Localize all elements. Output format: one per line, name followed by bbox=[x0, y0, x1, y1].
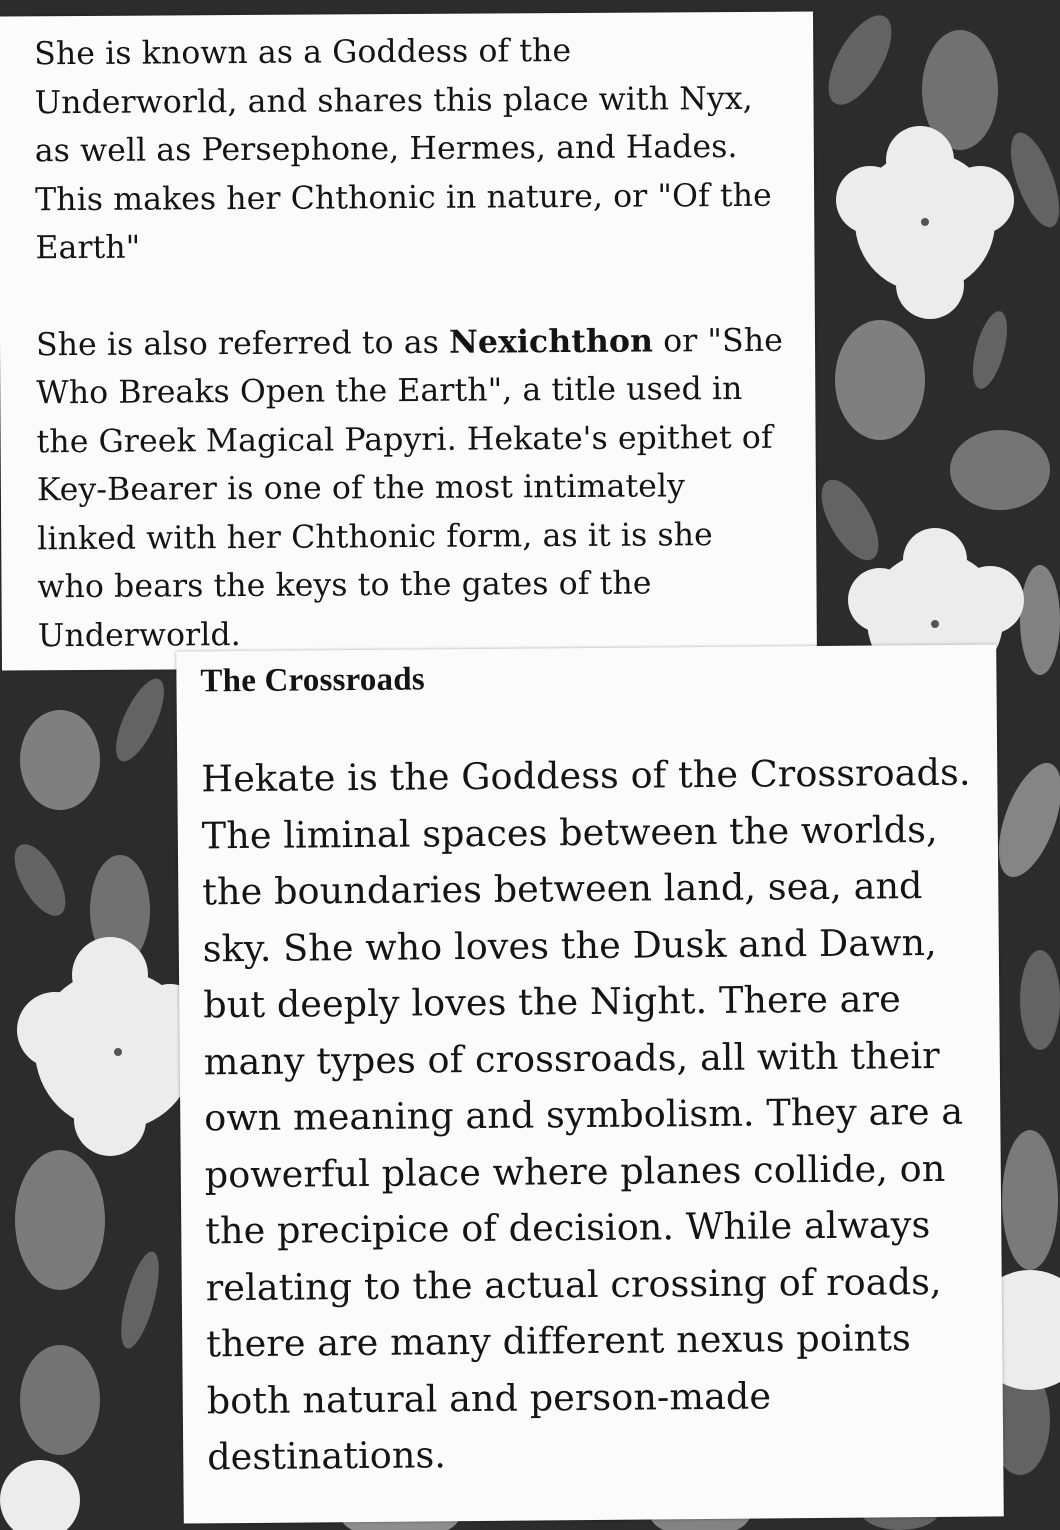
crossroads-paragraph: Hekate is the Goddess of the Crossroads. The liminal spaces between the worlds, the boundaries between land, sea, and sky. She who loves the Dusk and Dawn, but deeply loves the Night. There are many types of crossroads, all with their own meaning and symbolism. They are a powerful place where planes collide, on the precipice of decision. While always relating to the actual crossing of roads, there are many different nexus points both natural and person-made destinations. bbox=[201, 750, 971, 1479]
underworld-paragraph: She is known as a Goddess of the Underworld, and shares this place with Nyx, as well as Persephone, Hermes, and Hades. This makes her Chthonic in nature, or "Of the Earth" bbox=[34, 32, 772, 267]
nexichthon-paragraph bbox=[36, 316, 787, 660]
upper-text-card bbox=[0, 12, 817, 671]
paragraph-text-start: She is also referred to as bbox=[35, 324, 450, 363]
lower-text-card bbox=[176, 644, 1004, 1523]
nexichthon-term: Nexichthon bbox=[448, 322, 654, 361]
paragraph-text-end: or "She Who Breaks Open the Earth", a title used in the Greek Magical Papyri. Hekate's epithet of Key-Bearer is one of the most intimately linked with her Chthonic form, as it is she who bears the keys to the gates of the Underworld. bbox=[36, 322, 784, 654]
crossroads-heading: The Crossroads bbox=[200, 661, 425, 700]
